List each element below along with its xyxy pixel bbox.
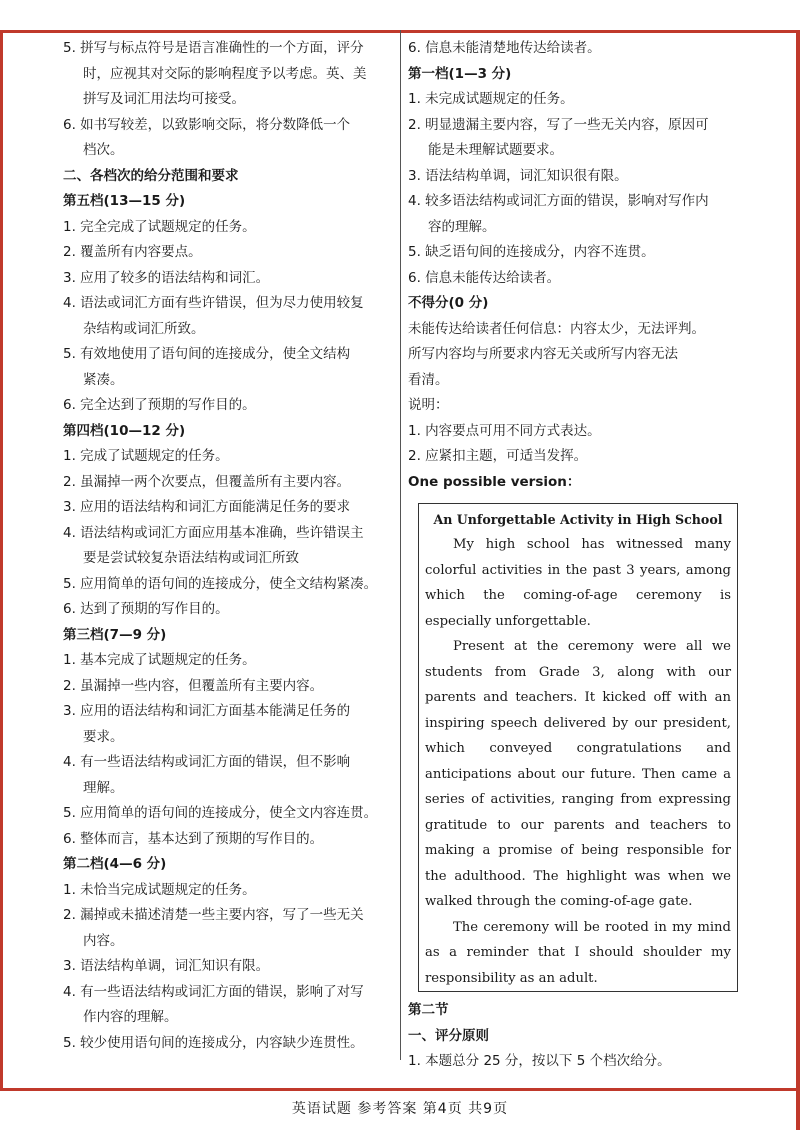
- text-line: 说明：: [408, 397, 449, 413]
- text-line: 3. 应用的语法结构和词汇方面能满足任务的要求: [63, 499, 351, 515]
- text-line: 6. 如书写较差，以致影响交际，将分数降低一个: [63, 116, 351, 133]
- text-line: 1. 本题总分 25 分，按以下 5 个档次给分。: [408, 1053, 671, 1069]
- section-heading: One possible version：: [408, 473, 581, 490]
- text-line: 1. 未完成试题规定的任务。: [408, 91, 574, 107]
- right-column-top: [408, 36, 728, 495]
- text-line: 4. 较多语法结构或词汇方面的错误，影响对写作内: [408, 193, 709, 209]
- text-line: 1. 完全完成了试题规定的任务。: [63, 218, 256, 235]
- left-column: [63, 36, 393, 1056]
- text-line: 1. 内容要点可用不同方式表达。: [408, 422, 601, 439]
- sample-essay-box: [418, 503, 738, 992]
- frame-right-border: [796, 30, 800, 1130]
- essay-paragraph: Present at the ceremony were all we students from Grade 3, along with our parents and teachers. It kicked off with an inspiring speech delivered by our president, which conveyed congratulations and anticipations about our future. Then came a series of activities, ranging from expressing gratitude to our parents and teachers to making a promise of being responsible for the adulthood. The highlight was when we walked through the coming-of-age gate.: [425, 639, 731, 909]
- text-line: 1. 完成了试题规定的任务。: [63, 448, 229, 464]
- text-line: 5. 缺乏语句间的连接成分，内容不连贯。: [408, 244, 655, 260]
- text-line: 3. 语法结构单调，词汇知识很有限。: [408, 167, 628, 184]
- text-line: 要是尝试较复杂语法结构或词汇所致: [83, 550, 299, 566]
- text-line: 3. 语法结构单调，词汇知识有限。: [63, 958, 270, 974]
- text-line: 6. 整体而言，基本达到了预期的写作目的。: [63, 830, 324, 847]
- text-line: 时，应视其对交际的影响程度予以考虑。英、美: [83, 65, 367, 82]
- column-divider: [400, 30, 401, 1060]
- text-line: 5. 应用简单的语句间的连接成分，使全文结构紧凑。: [63, 575, 378, 592]
- text-line: 5. 应用简单的语句间的连接成分，使全文内容连贯。: [63, 805, 378, 821]
- text-line: 1. 未恰当完成试题规定的任务。: [63, 881, 256, 898]
- text-line: 所写内容均与所要求内容无关或所写内容无法: [408, 346, 678, 362]
- text-line: 2. 虽漏掉一两个次要点，但覆盖所有主要内容。: [63, 473, 351, 490]
- text-line: 4. 有一些语法结构或词汇方面的错误，但不影响: [63, 754, 351, 770]
- text-line: 2. 应紧扣主题，可适当发挥。: [408, 448, 588, 464]
- text-line: 2. 虽漏掉一些内容，但覆盖所有主要内容。: [63, 677, 324, 694]
- text-line: 4. 有一些语法结构或词汇方面的错误，影响了对写: [63, 983, 364, 1000]
- text-line: 未能传达给读者任何信息：内容太少，无法评判。: [408, 320, 705, 337]
- section-heading: 第二档(4—6 分): [63, 856, 167, 872]
- text-line: 2. 明显遗漏主要内容，写了一些无关内容，原因可: [408, 116, 709, 133]
- text-line: 看清。: [408, 371, 449, 388]
- text-line: 6. 信息未能清楚地传达给读者。: [408, 40, 601, 56]
- text-line: 理解。: [83, 779, 124, 796]
- section-heading: 第五档(13—15 分): [63, 193, 186, 209]
- frame-left-border: [0, 30, 3, 1090]
- right-column: [408, 36, 731, 1075]
- text-line: 5. 有效地使用了语句间的连接成分，使全文结构: [63, 346, 351, 362]
- text-line: 作内容的理解。: [83, 1009, 178, 1025]
- text-line: 3. 应用的语法结构和词汇方面基本能满足任务的: [63, 703, 351, 719]
- essay-title: An Unforgettable Activity in High School: [433, 512, 723, 527]
- text-line: 4. 语法结构或词汇方面应用基本准确，些许错误主: [63, 524, 364, 541]
- text-line: 档次。: [83, 142, 124, 158]
- text-line: 容的理解。: [428, 218, 496, 235]
- text-line: 3. 应用了较多的语法结构和词汇。: [63, 269, 270, 286]
- text-line: 2. 覆盖所有内容要点。: [63, 244, 202, 260]
- text-line: 要求。: [83, 728, 124, 745]
- text-line: 杂结构或词汇所致。: [83, 320, 205, 337]
- text-line: 6. 信息未能传达给读者。: [408, 269, 561, 286]
- right-column-bottom: [408, 998, 728, 1075]
- text-line: 内容。: [83, 932, 124, 949]
- text-line: 1. 基本完成了试题规定的任务。: [63, 652, 256, 668]
- section-heading: 第四档(10—12 分): [63, 422, 186, 439]
- essay-paragraph: The ceremony will be rooted in my mind as a reminder that I should shoulder my responsibility as an adult.: [425, 919, 731, 986]
- section-heading: 一、评分原则: [408, 1027, 489, 1044]
- section-heading: 二、各档次的给分范围和要求: [63, 167, 239, 184]
- text-line: 4. 语法或词汇方面有些许错误，但为尽力使用较复: [63, 295, 364, 311]
- page-footer: 英语试题 参考答案 第4页 共9页: [291, 1101, 509, 1117]
- text-line: 5. 拼写与标点符号是语言准确性的一个方面，评分: [63, 40, 364, 56]
- section-heading: 不得分(0 分): [408, 295, 489, 311]
- section-heading: 第一档(1—3 分): [408, 65, 512, 82]
- text-line: 6. 达到了预期的写作目的。: [63, 601, 229, 617]
- section-heading: 第三档(7—9 分): [63, 626, 167, 643]
- frame-bottom-border: [0, 1088, 800, 1091]
- text-line: 5. 较少使用语句间的连接成分，内容缺少连贯性。: [63, 1034, 364, 1051]
- text-line: 能是未理解试题要求。: [428, 142, 563, 158]
- text-line: 紧凑。: [83, 371, 124, 388]
- text-line: 6. 完全达到了预期的写作目的。: [63, 397, 256, 413]
- section-heading: 第二节: [408, 1002, 449, 1018]
- text-line: 拼写及词汇用法均可接受。: [83, 91, 245, 107]
- text-line: 2. 漏掉或未描述清楚一些主要内容，写了一些无关: [63, 907, 364, 923]
- essay-paragraph: My high school has witnessed many colorful activities in the past 3 years, among which the coming-of-age ceremony is especially unforgettable.: [425, 537, 731, 629]
